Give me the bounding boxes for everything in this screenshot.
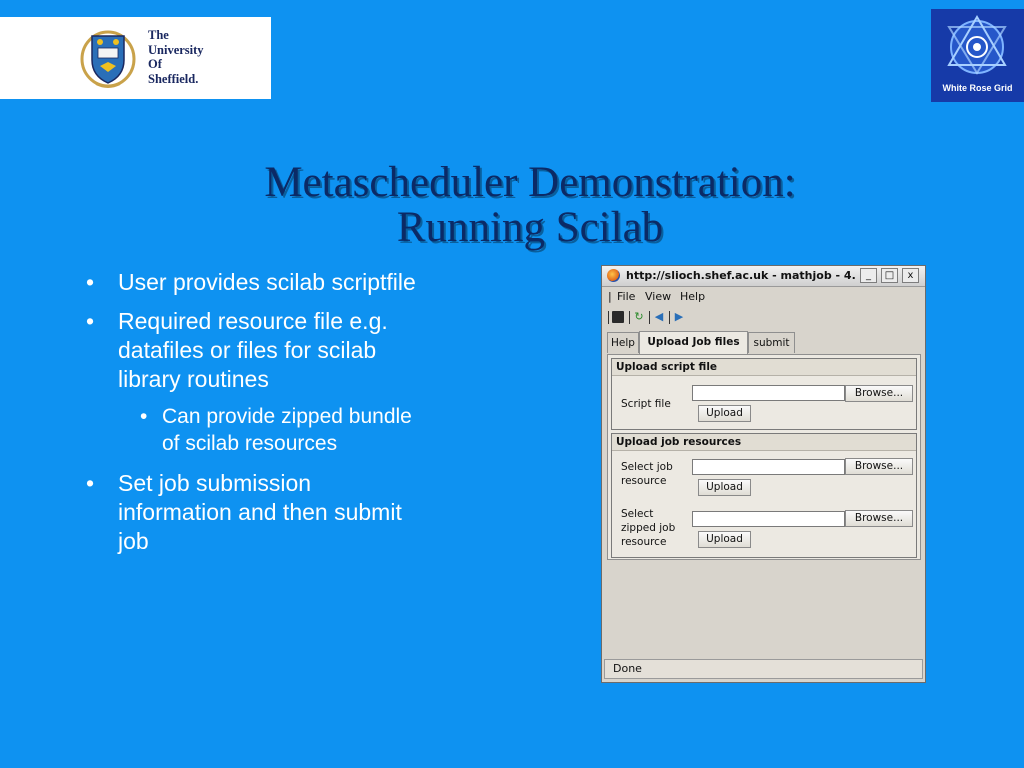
maximize-button[interactable]: □ [881,268,898,283]
close-button[interactable]: x [902,268,919,283]
upload-script-group [611,358,917,430]
bullet-item: • Required resource file e.g. datafiles or files for scilab library routines [86,308,388,392]
resource-upload-button[interactable]: Upload [698,479,751,496]
tab-help[interactable]: Help [607,332,639,353]
university-name: The University Of Sheffield. [148,28,204,86]
bullet-item: • Set job submission information and then submit job [86,470,402,554]
zipped-browse-button[interactable]: Browse... [845,510,913,527]
university-logo [0,17,271,99]
university-crest-icon [78,26,138,90]
resource-browse-button[interactable]: Browse... [845,458,913,475]
minimize-button[interactable]: _ [860,268,877,283]
browser-toolbar [608,309,918,327]
bullet-marker: • [140,405,148,428]
tab-upload-job-files[interactable]: Upload Job files [639,331,748,354]
browser-titlebar [602,266,925,287]
zipped-upload-button[interactable]: Upload [698,531,751,548]
bullet-marker: • [86,308,95,334]
browser-screenshot [601,265,926,683]
group-header: Upload job resources [612,434,916,451]
upload-resources-group [611,433,917,558]
toolbar-separator [629,311,630,324]
back-icon[interactable]: ◀ [654,310,664,323]
toolbar-separator [608,311,609,324]
script-file-label: Script file [621,398,671,410]
upload-panel [607,354,921,560]
menu-help[interactable]: Help [680,290,706,303]
zipped-resource-input[interactable] [692,511,845,527]
toolbar-separator [669,311,670,324]
slide-title [130,160,930,250]
forward-icon[interactable]: ▶ [674,310,684,323]
job-resource-input[interactable] [692,459,845,475]
bullet-item: • User provides scilab scriptfile [86,269,416,295]
title-line-1: Metascheduler Demonstration: [264,159,796,206]
browser-title: http://slioch.shef.ac.uk - mathjob - 4. [626,269,856,282]
select-zipped-job-resource-label: Select zipped job resource [621,508,676,548]
menu-grip: | [608,290,612,303]
browser-menubar [602,286,925,306]
bullet-marker: • [86,269,95,295]
firefox-icon [607,269,620,282]
bullet-marker: • [86,470,95,496]
wrg-label: White Rose Grid [942,83,1013,93]
script-file-input[interactable] [692,385,845,401]
white-rose-grid-logo [931,9,1024,102]
save-icon[interactable] [612,311,624,323]
script-browse-button[interactable]: Browse... [845,385,913,402]
select-job-resource-label: Select job resource [621,461,673,487]
sub-bullet-item: • Can provide zipped bundle of scilab resources [140,405,412,455]
group-header: Upload script file [612,359,916,376]
reload-icon[interactable]: ↻ [634,310,644,323]
title-line-2: Running Scilab [396,204,664,251]
menu-view[interactable]: View [645,290,672,303]
tab-submit[interactable]: submit [748,332,795,353]
menu-file[interactable]: File [617,290,636,303]
browser-statusbar: Done [604,659,923,679]
script-upload-button[interactable]: Upload [698,405,751,422]
toolbar-separator [649,311,650,324]
